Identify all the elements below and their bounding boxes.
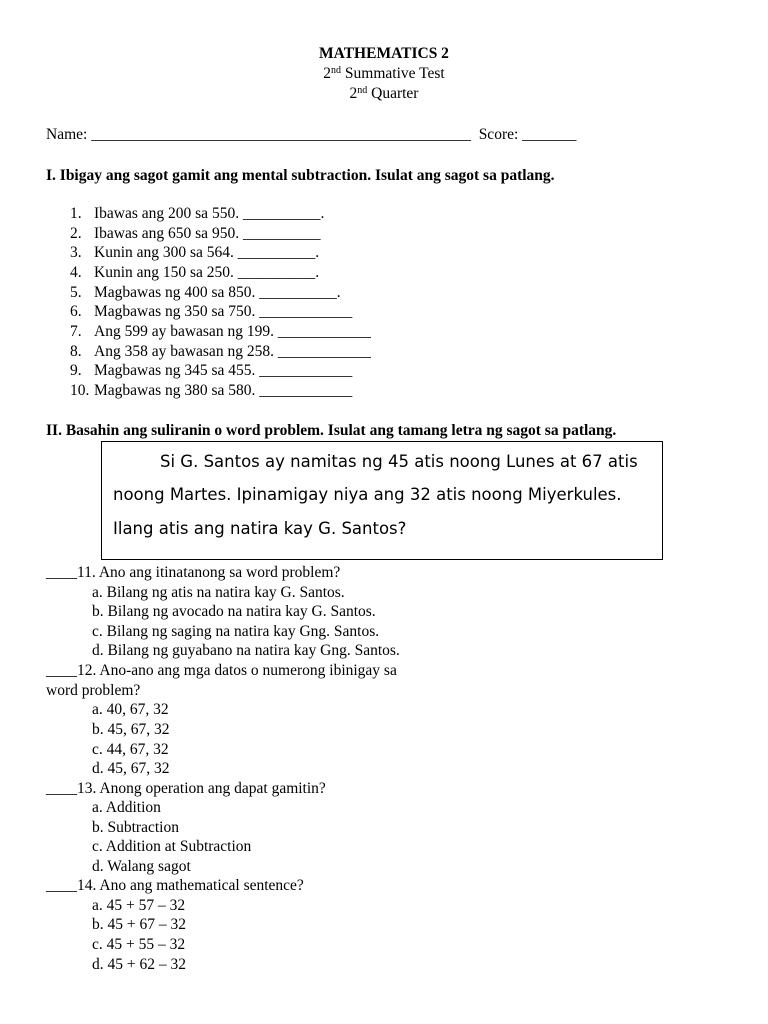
- question-11: ____11. Ano ang itinatanong sa word problem?: [46, 564, 341, 581]
- list-item: 3. Kunin ang 300 sa 564. __________.: [70, 244, 320, 261]
- choice: c. 44, 67, 32: [92, 741, 169, 758]
- list-item: 8. Ang 358 ay bawasan ng 258. ____________: [70, 343, 371, 360]
- name-score-line: Name: _________________________________________________ Score: _______: [46, 126, 577, 143]
- choice: b. Subtraction: [92, 819, 179, 836]
- question-12-cont: word problem?: [46, 682, 141, 699]
- choice: a. Bilang ng atis na natira kay G. Santos.: [92, 584, 345, 601]
- list-item: 2. Ibawas ang 650 sa 950. __________: [70, 225, 321, 242]
- word-problem-box: [101, 441, 663, 560]
- list-item: 9. Magbawas ng 345 sa 455. ____________: [70, 362, 353, 379]
- problem-line: noong Martes. Ipinamigay niya ang 32 atis noong Miyerkules.: [113, 485, 622, 504]
- choice: c. 45 + 55 – 32: [92, 936, 186, 953]
- choice: b. 45 + 67 – 32: [92, 916, 186, 933]
- list-item: 6. Magbawas ng 350 sa 750. ____________: [70, 303, 353, 320]
- list-item: 1. Ibawas ang 200 sa 550. __________.: [70, 205, 325, 222]
- problem-line: Ilang atis ang natira kay G. Santos?: [113, 519, 407, 538]
- problem-line: Si G. Santos ay namitas ng 45 atis noong Lunes at 67 atis: [160, 452, 638, 471]
- choice: b. 45, 67, 32: [92, 721, 170, 738]
- choice: d. Bilang ng guyabano na natira kay Gng. Santos.: [92, 642, 400, 659]
- choice: b. Bilang ng avocado na natira kay G. Santos.: [92, 603, 376, 620]
- question-12: ____12. Ano-ano ang mga datos o numerong ibinigay sa: [46, 662, 397, 679]
- part2-heading: II. Basahin ang suliranin o word problem. Isulat ang tamang letra ng sagot sa patlang.: [46, 422, 617, 439]
- choice: d. 45 + 62 – 32: [92, 956, 186, 973]
- list-item: 5. Magbawas ng 400 sa 850. __________.: [70, 284, 341, 301]
- question-14: ____14. Ano ang mathematical sentence?: [46, 877, 304, 894]
- list-item: 4. Kunin ang 150 sa 250. __________.: [70, 264, 320, 281]
- choice: a. 45 + 57 – 32: [92, 897, 186, 914]
- part1-heading: I. Ibigay ang sagot gamit ang mental subtraction. Isulat ang sagot sa patlang.: [46, 167, 555, 184]
- page-title: MATHEMATICS 2: [319, 45, 449, 62]
- choice: d. 45, 67, 32: [92, 760, 170, 777]
- choice: a. Addition: [92, 799, 161, 816]
- list-item: 7. Ang 599 ay bawasan ng 199. ____________: [70, 323, 371, 340]
- quarter-subtitle: 2nd Quarter: [349, 85, 419, 102]
- list-item: 10. Magbawas ng 380 sa 580. ____________: [70, 382, 353, 399]
- choice: d. Walang sagot: [92, 858, 191, 875]
- question-13: ____13. Anong operation ang dapat gamitin?: [46, 780, 326, 797]
- choice: a. 40, 67, 32: [92, 701, 169, 718]
- choice: c. Addition at Subtraction: [92, 838, 252, 855]
- test-subtitle: 2nd Summative Test: [323, 65, 445, 82]
- choice: c. Bilang ng saging na natira kay Gng. Santos.: [92, 623, 380, 640]
